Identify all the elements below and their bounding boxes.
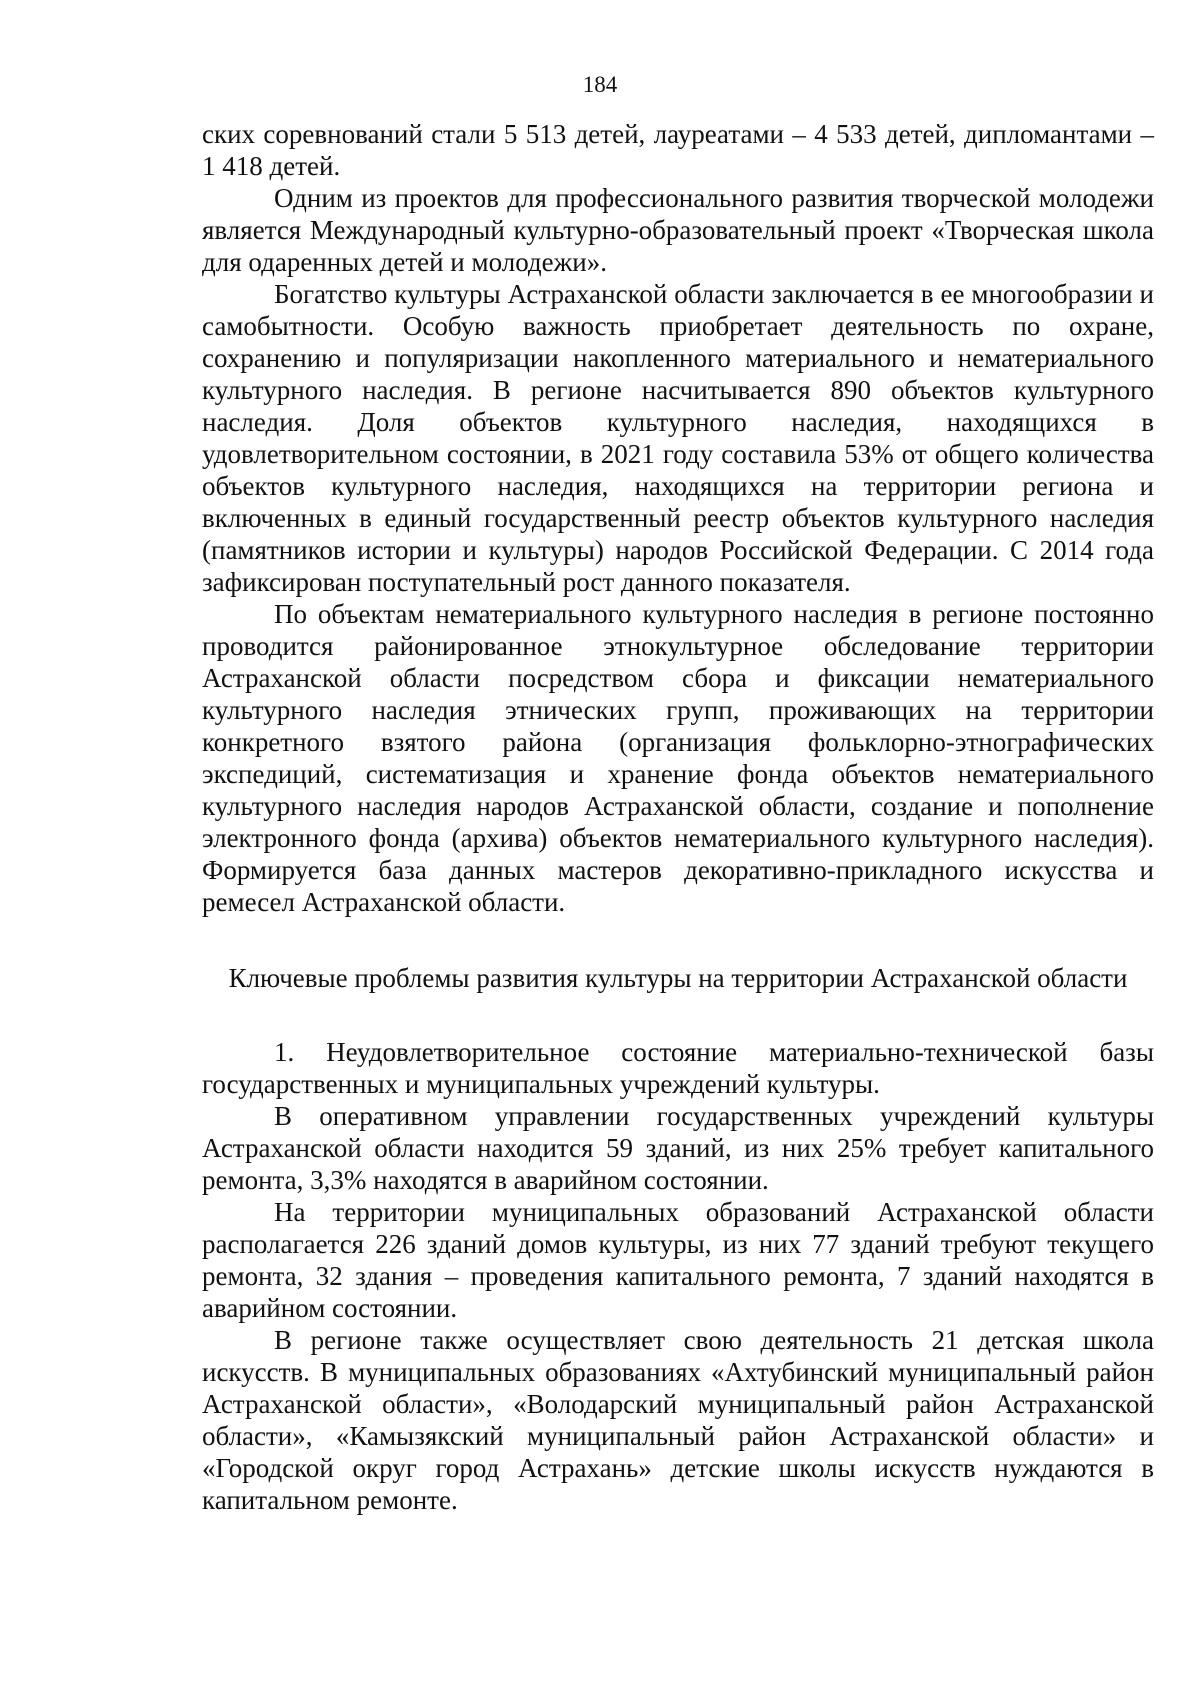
paragraph-municipal-buildings: На территории муниципальных образований Астраханской области располагается 226 зданий домов культуры, из них 77 зданий требуют текущего ремонта, 32 здания – проведения капитального ремонта, 7 зданий находятся в аварийном состоянии.	[202, 1197, 1154, 1323]
section-heading: Ключевые проблемы развития культуры на территории Астраханской области	[228, 963, 1128, 993]
page-number: 184	[582, 72, 618, 97]
paragraph-intangible-heritage: По объектам нематериального культурного наследия в регионе постоянно проводится районированное этнокультурное обследование территории Астраханской области посредством сбора и фиксации нематериального культурного наследия этнических групп, проживающих на территории конкретного взятого района (организация фольклорно-этнографических экспедиций, систематизация и хранение фонда объектов нематериального культурного наследия народов Астраханской области, создание и пополнение электронного фонда (архива) объектов нематериального культурного наследия). Формируется база данных мастеров декоративно-прикладного искусства и ремесел Астраханской области.	[202, 599, 1154, 917]
paragraph-creative-school: Одним из проектов для профессионального развития творческой молодежи является Международный культурно-образовательный проект «Творческая школа для одаренных детей и молодежи».	[202, 183, 1154, 277]
paragraph-continuation: ских соревнований стали 5 513 детей, лауреатами – 4 533 детей, дипломантами – 1 418 детей.	[202, 119, 1154, 181]
paragraph-problem-1: 1. Неудовлетворительное состояние материально-технической базы государственных и муниципальных учреждений культуры.	[202, 1037, 1154, 1099]
paragraph-art-schools: В регионе также осуществляет свою деятельность 21 детская школа искусств. В муниципальных образованиях «Ахтубинский муниципальный район Астраханской области», «Володарский муниципальный район Астраханской области», «Камызякский муниципальный район Астраханской области» и «Городской округ город Астрахань» детские школы искусств нуждаются в капитальном ремонте.	[202, 1325, 1154, 1515]
paragraph-state-buildings: В оперативном управлении государственных учреждений культуры Астраханской области находится 59 зданий, из них 25% требует капитального ремонта, 3,3% находятся в аварийном состоянии.	[202, 1101, 1154, 1195]
document-body	[202, 118, 1154, 1516]
paragraph-cultural-heritage: Богатство культуры Астраханской области заключается в ее многообразии и самобытности. Особую важность приобретает деятельность по охране, сохранению и популяризации накопленного материального и нематериального культурного наследия. В регионе насчитывается 890 объектов культурного наследия. Доля объектов культурного наследия, находящихся в удовлетворительном состоянии, в 2021 году составила 53% от общего количества объектов культурного наследия, находящихся на территории региона и включенных в единый государственный реестр объектов культурного наследия (памятников истории и культуры) народов Российской Федерации. С 2014 года зафиксирован поступательный рост данного показателя.	[202, 279, 1154, 597]
